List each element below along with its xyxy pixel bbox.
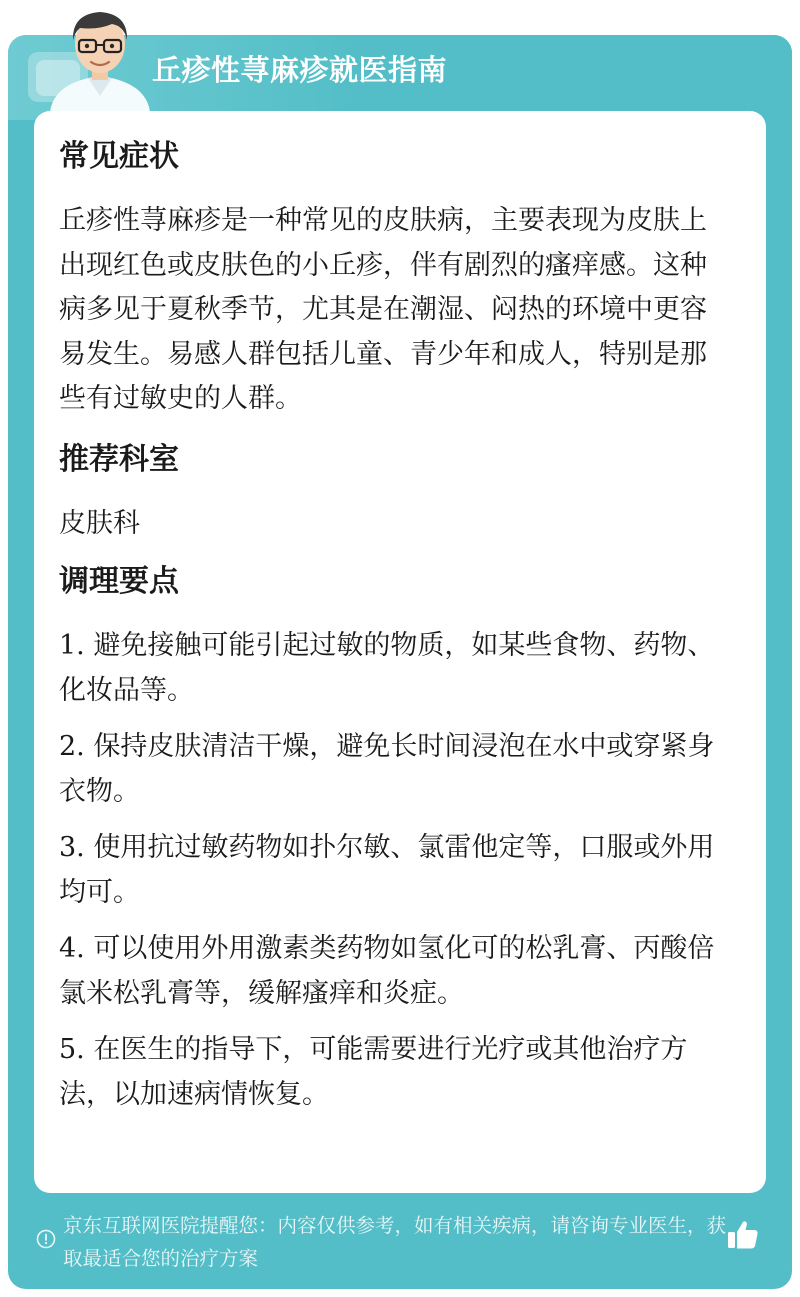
list-item: 4. 可以使用外用激素类药物如氢化可的松乳膏、丙酸倍氯米松乳膏等，缓解瘙痒和炎症。 <box>59 933 715 1009</box>
info-icon <box>36 1229 56 1249</box>
thumbs-up-icon[interactable] <box>726 1218 760 1252</box>
department-text: 皮肤科 <box>59 507 140 539</box>
section-title-department: 推荐科室 <box>59 441 179 477</box>
doctor-avatar-icon <box>40 0 160 112</box>
care-list <box>59 624 727 1117</box>
list-item: 2. 保持皮肤清洁干燥，避免长时间浸泡在水中或穿紧身衣物。 <box>59 731 715 807</box>
section-title-symptoms: 常见症状 <box>59 139 179 174</box>
list-item: 1. 避免接触可能引起过敏的物质，如某些食物、药物、化妆品等。 <box>59 630 715 706</box>
footer-disclaimer: 京东互联网医院提醒您：内容仅供参考，如有相关疾病，请咨询专业医生，获取最适合您的治疗方案 <box>63 1214 727 1270</box>
section-title-care: 调理要点 <box>59 564 179 599</box>
list-item: 5. 在医生的指导下，可能需要进行光疗或其他治疗方法，以加速病情恢复。 <box>59 1034 688 1110</box>
list-item: 3. 使用抗过敏药物如扑尔敏、氯雷他定等，口服或外用均可。 <box>59 832 715 908</box>
symptoms-text: 丘疹性荨麻疹是一种常见的皮肤病，主要表现为皮肤上出现红色或皮肤色的小丘疹，伴有剧烈的瘙痒感。这种病多见于夏秋季节，尤其是在潮湿、闷热的环境中更容易发生。易感人群包括儿童、青少年和成人，特别是那些有过敏史的人群。 <box>59 205 707 414</box>
page-title: 丘疹性荨麻疹就医指南 <box>152 53 448 87</box>
content-area <box>59 135 727 1129</box>
